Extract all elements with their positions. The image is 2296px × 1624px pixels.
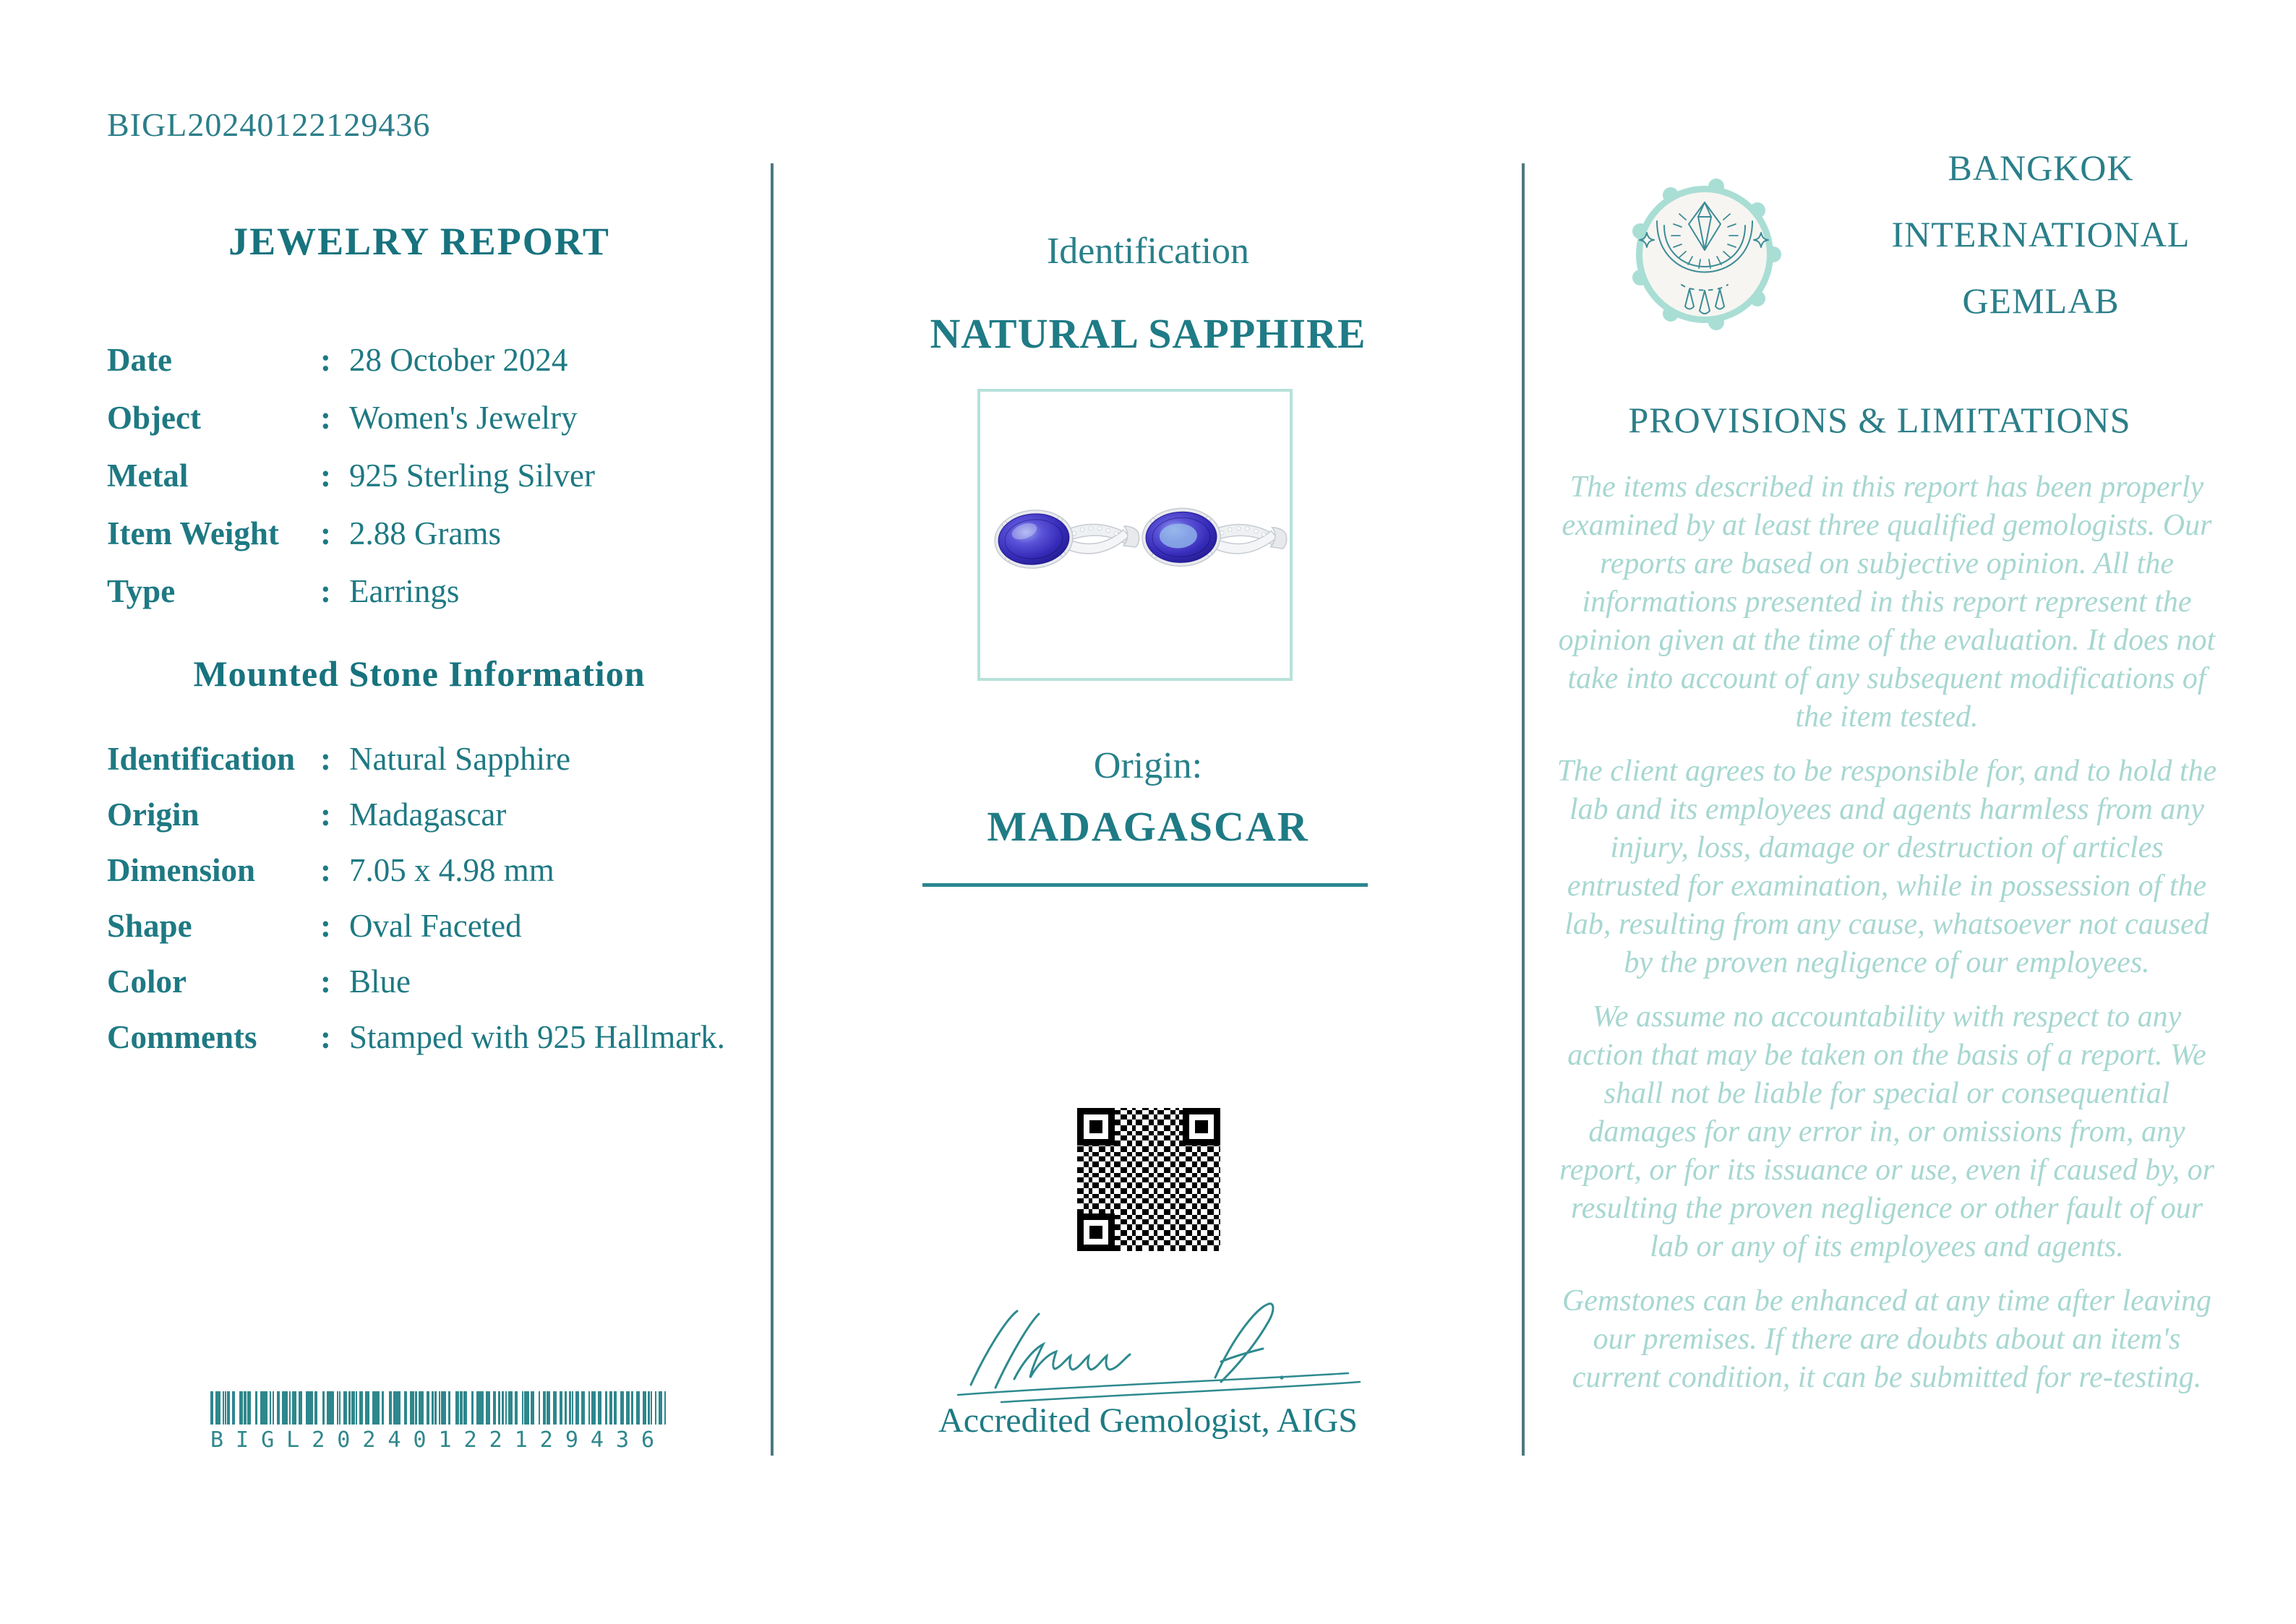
detail-row	[107, 513, 758, 554]
detail-row	[107, 961, 758, 1002]
provisions-title: PROVISIONS & LIMITATIONS	[1628, 400, 2131, 440]
detail-value: Madagascar	[349, 796, 507, 833]
detail-label: Item Weight	[107, 515, 279, 551]
report-title: JEWELRY REPORT	[228, 220, 610, 263]
detail-value: 925 Sterling Silver	[349, 457, 595, 494]
colon: :	[320, 515, 331, 551]
detail-row	[107, 1017, 758, 1057]
barcode-text: BIGL20240122129436	[210, 1427, 667, 1453]
colon: :	[320, 400, 331, 436]
detail-label: Dimension	[107, 852, 256, 888]
origin-divider	[922, 883, 1368, 887]
detail-label: Shape	[107, 908, 192, 944]
origin-value: MADAGASCAR	[987, 803, 1309, 850]
detail-row	[107, 906, 758, 946]
detail-label: Object	[107, 400, 201, 436]
provisions-paragraph: The client agrees to be responsible for, and to hold the lab and its employees and agents harmless from any injury, loss, damage or destruction of articles entrusted for examination, while in possession of the lab, resulting from any cause, whatsoever not caused by the proven negligence of our employees.	[1556, 755, 2217, 979]
colon: :	[320, 908, 331, 944]
detail-label: Comments	[107, 1019, 257, 1055]
colon: :	[320, 741, 331, 777]
detail-value: Oval Faceted	[349, 908, 522, 944]
provisions-paragraph: We assume no accountability with respect to any action that may be taken on the basis of a report. We shall not be liable for special or consequential damages for any error in, or omissions from, any report, or for its issuance or use, even if caused by, or resulting the proven negligence or other fault of our lab or any of its employees and agents.	[1559, 1000, 2214, 1263]
lab-name-line: BANGKOK	[1948, 147, 2134, 188]
qr-finder	[1183, 1108, 1220, 1146]
qr-finder	[1077, 1108, 1115, 1146]
provisions-paragraphs	[1554, 468, 2219, 1413]
detail-label: Identification	[107, 741, 296, 777]
detail-value: 7.05 x 4.98 mm	[349, 852, 554, 888]
colon: :	[320, 573, 331, 609]
lab-name	[1846, 134, 2236, 334]
detail-row	[107, 455, 758, 496]
detail-label: Date	[107, 342, 172, 378]
detail-label: Type	[107, 573, 176, 609]
detail-value: Earrings	[349, 573, 460, 609]
signature-icon	[929, 1292, 1377, 1415]
colon: :	[320, 1019, 331, 1055]
gemlab-logo-icon	[1618, 160, 1791, 348]
stone-details	[107, 739, 758, 1073]
qr-finder	[1077, 1213, 1115, 1251]
detail-row	[107, 398, 758, 438]
colon: :	[320, 852, 331, 888]
signatory-title: Accredited Gemologist, AIGS	[938, 1401, 1358, 1440]
detail-label: Origin	[107, 796, 200, 833]
identification-result: NATURAL SAPPHIRE	[930, 310, 1366, 357]
detail-row	[107, 340, 758, 380]
qr-code-icon	[1077, 1108, 1220, 1251]
jewelry-photo	[977, 389, 1293, 681]
provisions-paragraph: The items described in this report has been properly examined by at least three qualified gemologists. Our reports are based on subjective opinion. All the informations presented in this report represent the opinion given at the time of the evaluation. It does not take into account of any subsequent modifications of the item tested.	[1558, 471, 2216, 734]
detail-value: Blue	[349, 963, 411, 1000]
colon: :	[320, 342, 331, 378]
detail-value: Natural Sapphire	[349, 741, 571, 777]
colon: :	[320, 796, 331, 833]
colon: :	[320, 963, 331, 1000]
column-divider-left	[771, 163, 774, 1456]
detail-row	[107, 794, 758, 835]
detail-row	[107, 739, 758, 779]
report-number: BIGL20240122129436	[107, 106, 431, 143]
stone-section-title: Mounted Stone Information	[193, 653, 646, 694]
column-divider-right	[1522, 163, 1525, 1456]
detail-value: Women's Jewelry	[349, 400, 578, 436]
detail-row	[107, 850, 758, 890]
detail-value: 28 October 2024	[349, 342, 568, 378]
detail-row	[107, 571, 758, 611]
detail-value: Stamped with 925 Hallmark.	[349, 1019, 725, 1055]
origin-label: Origin:	[1093, 745, 1203, 786]
detail-label: Metal	[107, 457, 189, 494]
provisions-paragraph: Gemstones can be enhanced at any time after leaving our premises. If there are doubts about an item's current condition, it can be submitted for re-testing.	[1562, 1284, 2212, 1394]
jewelry-details	[107, 340, 758, 629]
barcode	[210, 1391, 666, 1453]
colon: :	[320, 457, 331, 494]
barcode-icon	[210, 1391, 666, 1425]
lab-name-line: INTERNATIONAL	[1891, 214, 2190, 254]
identification-heading: Identification	[1046, 231, 1250, 272]
lab-name-line: GEMLAB	[1962, 280, 2120, 321]
detail-value: 2.88 Grams	[349, 515, 501, 551]
earrings-image	[980, 392, 1290, 678]
detail-label: Color	[107, 963, 187, 1000]
